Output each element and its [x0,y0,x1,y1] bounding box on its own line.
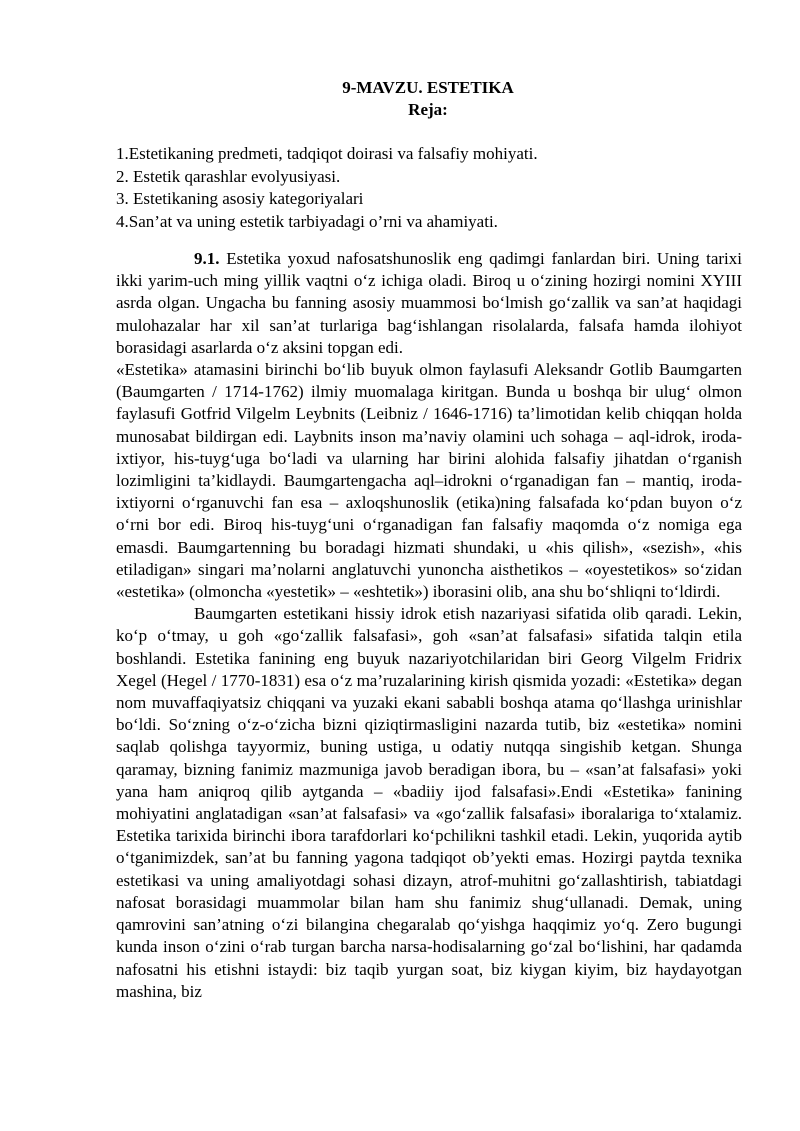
plan-item: 1.Estetikaning predmeti, tadqiqot doirasi va falsafiy mohiyati. [116,144,538,163]
plan-item: 2. Estetik qarashlar evolyusiyasi. [116,166,341,186]
plan-list [116,143,756,233]
document-body [116,248,742,1003]
document-title: 9-MAVZU. ESTETIKA [342,78,514,97]
section-number: 9.1. [194,249,220,268]
paragraph-3: Baumgarten estetikani hissiy idrok etish nazariyasi sifatida olib qaradi. Lekin, ko‘p o‘tmay, u goh «go‘zallik falsafasi», goh «san’at falsafasi» sifatida talqin etila boshlandi. Estetika fanining eng buyuk nazariyotchilaridan biri Georg Vilgelm Fridrix Xegel (Hegel / 1770-1831) esa o‘z ma’ruzalarining kirish qismida yozadi: «Estetika» degan nom muvaffaqiyatsiz chiqqani va yuzaki ekani sababli boshqa atama qo‘llashga urinishlar bo‘ldi. So‘zning o‘z-o‘zicha bizni qiziqtirmasligini nazarda tutib, biz «estetika» nomini saqlab qolishga tayyormiz, buning ustiga, u odatiy nutqqa singishib ketgan. Shunga qaramay, bizning fanimiz mazmuniga javob beradigan ibora, bu – «san’at falsafasi» yoki yana ham aniqroq qilib aytganda – «badiiy ijod falsafasi».Endi «Estetika» fanining mohiyatini anglatadigan «san’at falsafasi» va «go‘zallik falsafasi» iboralariga to‘xtalamiz. Estetika tarixida birinchi ibora tarafdorlari ko‘pchilikni tashkil etadi. Lekin, yuqorida aytib o‘tganimizdek, san’at bu fanning yagona tadqiqot ob’yekti emas. Hozirgi paytda texnika estetikasi va uning amaliyotdagi sohasi dizayn, atrof-muhitni go‘zallashtirish, tabiatdagi nafosat borasidagi muammolar bilan ham shu fanimiz shug‘ullanadi. Demak, uning qamrovini san’atning o‘zi bilangina chegaralab qo‘yishga haqqimiz yo‘q. Zero bugungi kunda inson o‘zini o‘rab turgan barcha narsa-hodisalarning go‘zal bo‘lishini, har qadamda nafosatni his etishni istaydi: biz taqib yurgan soat, biz kiygan kiyim, biz haydayotgan mashina, biz [116,604,742,1001]
paragraph-intro [116,248,742,359]
plan-item: 4.San’at va uning estetik tarbiyadagi o’rni va ahamiyati. [116,211,498,231]
paragraph-1-text: Estetika yoxud nafosatshunoslik eng qadimgi fanlardan biri. Uning tarixi ikki yarim-uch ming yillik vaqtni o‘z ichiga oladi. Biroq u o‘zining hozirgi nomini XYIII asrda olgan. Ungacha bu fanning asosiy muammosi bo‘lmish go‘zallik va san’at haqidagi mulohazalar har xil san’at turlariga bag‘ishlangan risolalarda, falsafa hamda ilohiyot borasidagi asarlarda o‘z aksini topgan edi. [116,249,742,357]
document-subtitle: Reja: [408,100,448,119]
paragraph-2: «Estetika» atamasini birinchi bo‘lib buyuk olmon faylasufi Aleksandr Gotlib Baumgarten (Baumgarten / 1714-1762) ilmiy muomalaga kiritgan. Bunda u boshqa bir ulug‘ olmon faylasufi Gotfrid Vilgelm Leybnits (Leibniz / 1646-1716) ta’limotidan kelib chiqqan holda munosabat bildirgan edi. Laybnits inson ma’naviy olamini uch sohaga – aql-idrok, iroda-ixtiyor, his-tuyg‘uga bo‘ladi va ularning har birini alohida falsafiy jihatdan o‘rganish lozimligini ta’kidlaydi. Baumgartengacha aql–idrokni o‘rganadigan fan – mantiq, iroda-ixtiyorni o‘rganuvchi fan esa – axloqshunoslik (etika)ning falsafada ko‘pdan buyon o‘z o‘rni bor edi. Biroq his-tuyg‘uni o‘rganadigan fan falsafiy maqomda o‘z nomiga ega emasdi. Baumgartenning bu boradagi hizmati shundaki, u «his qilish», «sezish», «his etiladigan» singari ma’nolarni anglatuvchi yunoncha aisthetikos – «oyestetikos» so‘zidan «estetika» (olmoncha «yestetik» – «eshtetik») iborasini olib, ana shu bo‘shliqni to‘ldirdi. [116,360,742,602]
plan-item: 3. Estetikaning asosiy kategoriyalari [116,189,364,208]
